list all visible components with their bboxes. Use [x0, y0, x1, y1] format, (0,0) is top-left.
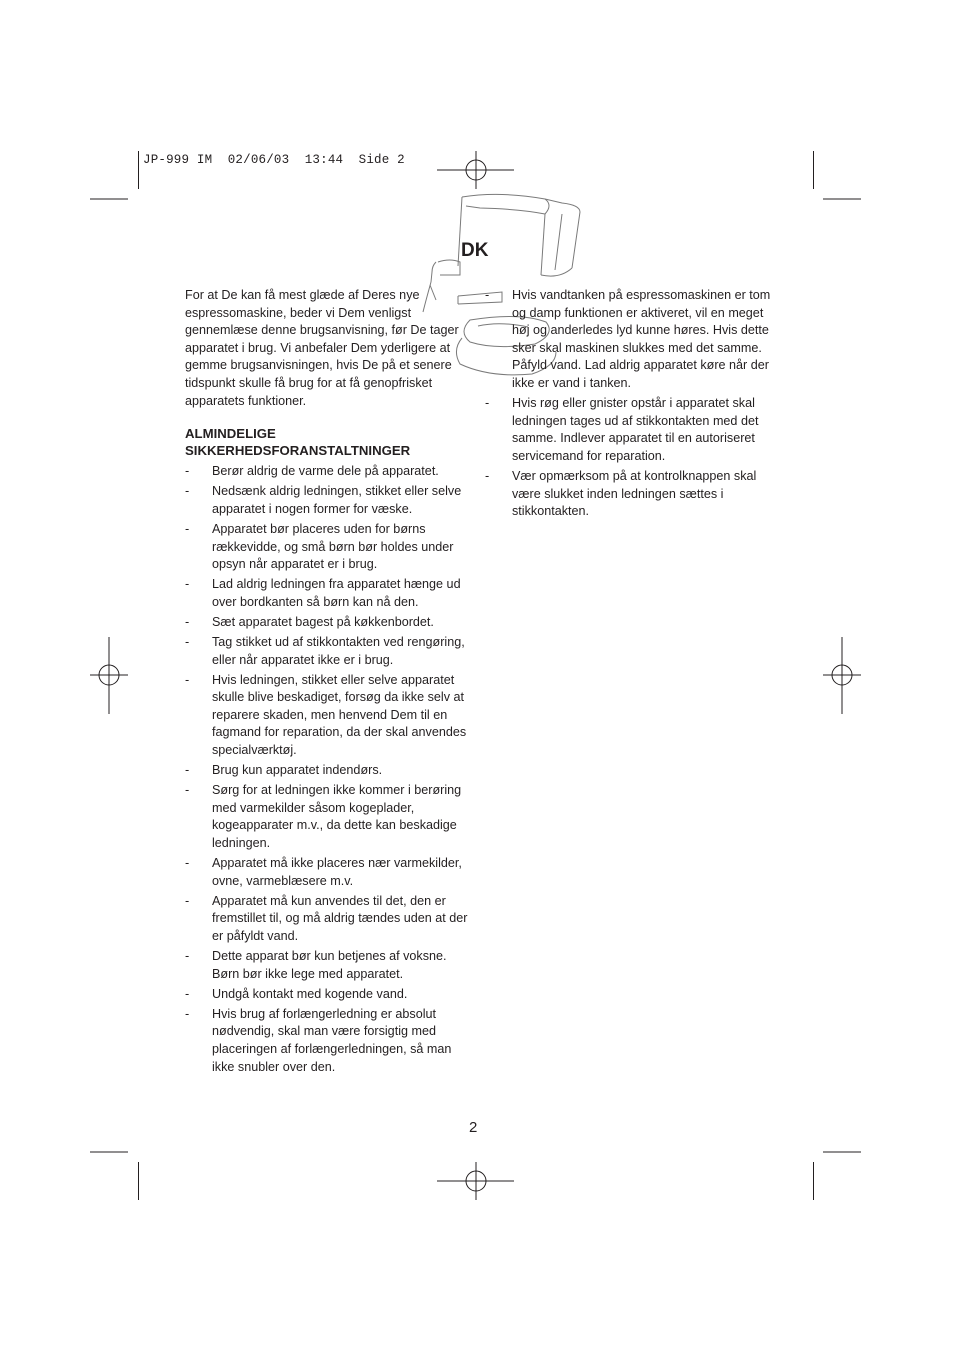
- registration-mark-left: [90, 637, 128, 714]
- list-item-text: Hvis vandtanken på espressomaskinen er tom og damp funktionen er aktiveret, vil en meget høj og anderledes lyd kunne høres. Hvis dette sker skal maskinen slukkes med det samme. Påfyld vand. Lad aldrig apparatet køre når der ikke er vand i tanken.: [512, 288, 771, 390]
- list-item-text: Sørg for at ledningen ikke kommer i berøring med varmekilder såsom kogeplader, kogeapparater m.v., da dette kan beskadige ledningen.: [212, 783, 462, 851]
- list-item: [185, 1006, 475, 1076]
- registration-mark-bottom: [437, 1162, 514, 1200]
- bullet-dash: -: [485, 468, 490, 483]
- list-item: [185, 762, 475, 780]
- bullet-dash: -: [185, 893, 190, 908]
- bullet-dash: -: [185, 949, 190, 964]
- list-item: [185, 463, 475, 481]
- bullet-dash: -: [485, 288, 490, 302]
- bullet-dash: -: [485, 396, 490, 411]
- right-column: [485, 287, 775, 523]
- list-item: [485, 395, 775, 465]
- section-heading-line-1: ALMINDELIGE: [185, 426, 276, 442]
- list-item-text: Berør aldrig de varme dele på apparatet.: [212, 464, 439, 479]
- safety-list-continued: [485, 287, 775, 521]
- list-item: [185, 614, 475, 632]
- list-item: [485, 287, 775, 393]
- bullet-dash: -: [185, 464, 190, 479]
- list-item: [185, 576, 475, 611]
- registration-mark-right: [823, 637, 861, 714]
- bullet-dash: -: [185, 614, 190, 629]
- bullet-dash: -: [185, 783, 190, 798]
- list-item: [185, 521, 475, 574]
- list-item-text: Undgå kontakt med kogende vand.: [212, 986, 408, 1001]
- list-item: [185, 782, 475, 852]
- bullet-dash: -: [185, 672, 190, 687]
- list-item-text: Tag stikket ud af stikkontakten ved rengøring, eller når apparatet ikke er i brug.: [212, 635, 465, 667]
- list-item-text: Lad aldrig ledningen fra apparatet hænge ud over bordkanten så børn kan nå den.: [212, 577, 461, 609]
- list-item: [185, 483, 475, 518]
- language-code: DK: [461, 240, 489, 261]
- section-heading-line-2: SIKKERHEDSFORANSTALTNINGER: [185, 443, 411, 459]
- print-slug-line: JP-999 IM 02/06/03 13:44 Side 2: [143, 153, 405, 167]
- bullet-dash: -: [185, 577, 190, 592]
- list-item-text: Brug kun apparatet indendørs.: [212, 763, 383, 778]
- list-item: [485, 468, 775, 521]
- bullet-dash: -: [185, 856, 190, 871]
- bullet-dash: -: [185, 521, 190, 536]
- list-item-text: Hvis brug af forlængerledning er absolut nødvendig, skal man være forsigtig med placeringen af forlængerledningen, så man ikke snubler over den.: [212, 1006, 452, 1074]
- intro-paragraph: For at De kan få mest glæde af Deres nye espressomaskine, beder vi Dem venligst gennemlæse denne brugsanvisning, før De tager apparatet i brug. Vi anbefaler Dem yderligere at gemme brugsanvisningen, hvis De på et senere tidspunkt skulle få brug for at få genopfrisket apparatets funktioner.: [185, 288, 459, 408]
- page-number: 2: [469, 1119, 478, 1136]
- list-item-text: Hvis ledningen, stikket eller selve apparatet skulle blive beskadiget, forsøg da ikke selv at reparere skaden, men henvend Dem til en fagmand for reparation, da der skal anvendes specialværktøj.: [212, 672, 467, 758]
- list-item-text: Dette apparat bør kun betjenes af voksne. Børn bør ikke lege med apparatet.: [212, 949, 447, 981]
- list-item-text: Apparatet må kun anvendes til det, den er fremstillet til, og må aldrig tændes uden at der er påfyldt vand.: [212, 893, 468, 943]
- list-item: [185, 893, 475, 946]
- list-item: [185, 855, 475, 890]
- bullet-dash: -: [185, 1006, 190, 1021]
- list-item-text: Apparatet må ikke placeres nær varmekilder, ovne, varmeblæsere m.v.: [212, 856, 462, 888]
- list-item-text: Apparatet bør placeres uden for børns rækkevidde, og små børn bør holdes under opsyn når apparatet er i brug.: [212, 521, 454, 572]
- list-item-text: Vær opmærksom på at kontrolknappen skal være slukket inden ledningen sættes i stikkontakten.: [512, 468, 757, 519]
- list-item-text: Hvis røg eller gnister opstår i apparatet skal ledningen tages ud af stikkontakten med det samme. Indlever apparatet til en autoriseret servicemand for reparation.: [512, 396, 759, 463]
- bullet-dash: -: [185, 763, 190, 778]
- list-item: [185, 672, 475, 760]
- section-heading: [185, 425, 475, 459]
- list-item-text: Nedsænk aldrig ledningen, stikket eller selve apparatet i nogen former for væske.: [212, 484, 462, 516]
- bullet-dash: -: [185, 986, 190, 1001]
- list-item: [185, 948, 475, 983]
- list-item-text: Sæt apparatet bagest på køkkenbordet.: [212, 614, 434, 629]
- list-item: [185, 634, 475, 669]
- safety-list: [185, 463, 475, 1076]
- bullet-dash: -: [185, 484, 190, 499]
- list-item: [185, 986, 475, 1004]
- bullet-dash: -: [185, 635, 190, 649]
- registration-mark-top: [437, 151, 514, 189]
- left-column: [185, 287, 475, 1079]
